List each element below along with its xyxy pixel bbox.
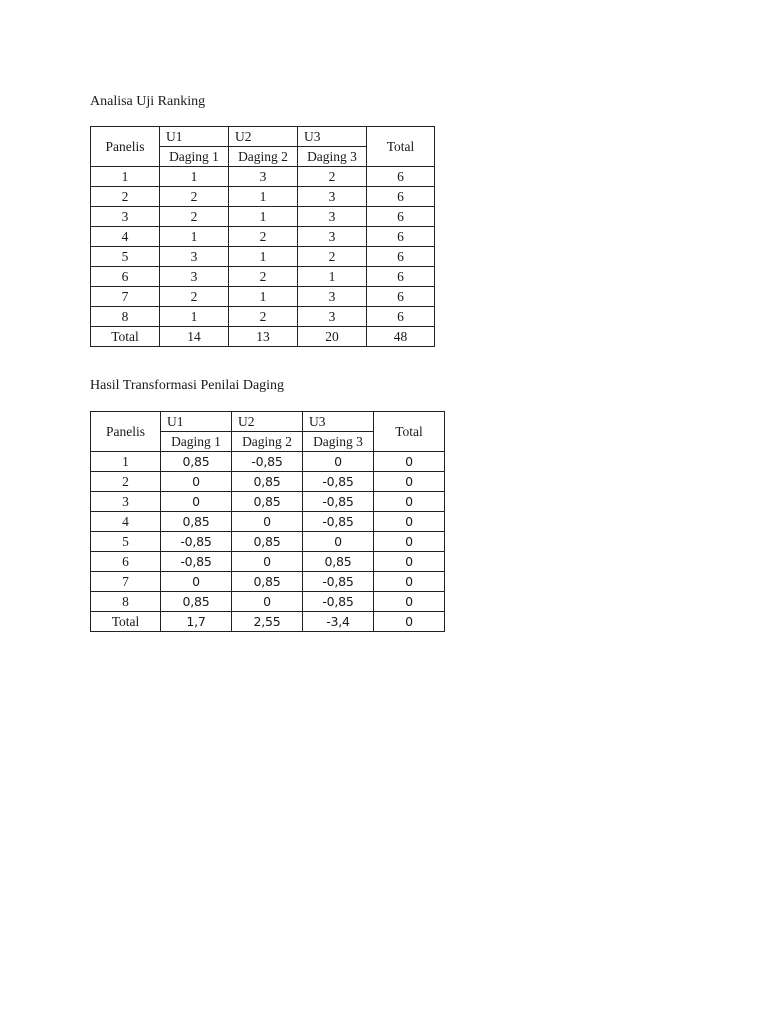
header-daging-3: Daging 3 (303, 432, 374, 452)
cell-total: 0 (374, 512, 445, 532)
cell-u3: 2 (298, 167, 367, 187)
cell-u1: 0 (161, 472, 232, 492)
cell-u2: -0,85 (232, 452, 303, 472)
transform-table (90, 411, 445, 632)
cell-panelis: 5 (91, 247, 160, 267)
cell-u3: -0,85 (303, 492, 374, 512)
cell-total: 0 (374, 492, 445, 512)
total-u1: 14 (160, 327, 229, 347)
cell-panelis: 8 (91, 307, 160, 327)
header-daging-3: Daging 3 (298, 147, 367, 167)
cell-total: 6 (367, 307, 435, 327)
table-row (91, 247, 435, 267)
cell-u3: 3 (298, 187, 367, 207)
cell-panelis: 6 (91, 267, 160, 287)
cell-u3: 2 (298, 247, 367, 267)
cell-panelis: 2 (91, 472, 161, 492)
ranking-table-title: Analisa Uji Ranking (90, 94, 206, 109)
table-row (91, 227, 435, 247)
cell-u1: 1 (160, 307, 229, 327)
cell-total: 0 (374, 452, 445, 472)
cell-total: 6 (367, 247, 435, 267)
header-group-u3: U3 (298, 127, 367, 147)
header-total: Total (367, 127, 435, 167)
header-row (91, 127, 435, 147)
cell-panelis: 8 (91, 592, 161, 612)
table-row (91, 187, 435, 207)
total-u2: 2,55 (232, 612, 303, 632)
cell-u2: 0,85 (232, 472, 303, 492)
header-row (91, 412, 445, 432)
cell-u1: 1 (160, 167, 229, 187)
cell-u3: 3 (298, 307, 367, 327)
header-daging-1: Daging 1 (160, 147, 229, 167)
cell-panelis: 3 (91, 492, 161, 512)
cell-u1: 0,85 (161, 512, 232, 532)
cell-u2: 2 (229, 307, 298, 327)
cell-u2: 0 (232, 592, 303, 612)
table-row (91, 532, 445, 552)
total-label: Total (91, 612, 161, 632)
cell-total: 0 (374, 592, 445, 612)
cell-u2: 0,85 (232, 492, 303, 512)
cell-u2: 2 (229, 227, 298, 247)
total-label: Total (91, 327, 160, 347)
table-row (91, 472, 445, 492)
cell-u1: 1 (160, 227, 229, 247)
cell-u3: 3 (298, 207, 367, 227)
cell-u2: 2 (229, 267, 298, 287)
cell-panelis: 6 (91, 552, 161, 572)
cell-u2: 1 (229, 187, 298, 207)
total-u1: 1,7 (161, 612, 232, 632)
header-total: Total (374, 412, 445, 452)
table-row (91, 592, 445, 612)
total-grand: 0 (374, 612, 445, 632)
cell-total: 0 (374, 552, 445, 572)
cell-total: 6 (367, 167, 435, 187)
total-u3: 20 (298, 327, 367, 347)
cell-panelis: 7 (91, 287, 160, 307)
cell-u1: 0 (161, 572, 232, 592)
table-row (91, 267, 435, 287)
header-panelis: Panelis (91, 127, 160, 167)
cell-total: 0 (374, 572, 445, 592)
cell-u1: 0,85 (161, 592, 232, 612)
transform-table-title: Hasil Transformasi Penilai Daging (90, 378, 285, 393)
table-row (91, 452, 445, 472)
cell-u3: 1 (298, 267, 367, 287)
header-group-u2: U2 (229, 127, 298, 147)
cell-total: 6 (367, 227, 435, 247)
cell-u1: 0 (161, 492, 232, 512)
cell-u3: -0,85 (303, 512, 374, 532)
cell-total: 0 (374, 532, 445, 552)
cell-u3: -0,85 (303, 472, 374, 492)
cell-u2: 1 (229, 287, 298, 307)
cell-u2: 0 (232, 512, 303, 532)
header-group-u2: U2 (232, 412, 303, 432)
cell-panelis: 3 (91, 207, 160, 227)
header-panelis: Panelis (91, 412, 161, 452)
header-group-u3: U3 (303, 412, 374, 432)
cell-panelis: 7 (91, 572, 161, 592)
cell-u3: 0 (303, 532, 374, 552)
total-u3: -3,4 (303, 612, 374, 632)
total-u2: 13 (229, 327, 298, 347)
cell-u1: -0,85 (161, 552, 232, 572)
cell-u1: 0,85 (161, 452, 232, 472)
cell-panelis: 2 (91, 187, 160, 207)
cell-u2: 3 (229, 167, 298, 187)
table-row (91, 207, 435, 227)
cell-panelis: 5 (91, 532, 161, 552)
cell-u3: -0,85 (303, 572, 374, 592)
ranking-table (90, 126, 435, 347)
table-row (91, 307, 435, 327)
header-daging-2: Daging 2 (229, 147, 298, 167)
cell-total: 6 (367, 287, 435, 307)
total-row (91, 612, 445, 632)
cell-u3: 3 (298, 227, 367, 247)
cell-u1: 3 (160, 247, 229, 267)
cell-u1: 2 (160, 187, 229, 207)
cell-panelis: 1 (91, 452, 161, 472)
cell-u3: 0 (303, 452, 374, 472)
table-row (91, 492, 445, 512)
cell-u3: 0,85 (303, 552, 374, 572)
cell-u1: 2 (160, 287, 229, 307)
cell-total: 6 (367, 187, 435, 207)
header-daging-1: Daging 1 (161, 432, 232, 452)
cell-u3: -0,85 (303, 592, 374, 612)
cell-u2: 0,85 (232, 532, 303, 552)
table-row (91, 572, 445, 592)
total-row (91, 327, 435, 347)
cell-u2: 0,85 (232, 572, 303, 592)
table-row (91, 287, 435, 307)
header-group-u1: U1 (160, 127, 229, 147)
cell-total: 6 (367, 207, 435, 227)
cell-u2: 1 (229, 247, 298, 267)
cell-u1: 3 (160, 267, 229, 287)
header-group-u1: U1 (161, 412, 232, 432)
cell-panelis: 1 (91, 167, 160, 187)
header-daging-2: Daging 2 (232, 432, 303, 452)
total-grand: 48 (367, 327, 435, 347)
cell-u3: 3 (298, 287, 367, 307)
table-row (91, 167, 435, 187)
cell-panelis: 4 (91, 512, 161, 532)
cell-panelis: 4 (91, 227, 160, 247)
cell-u1: 2 (160, 207, 229, 227)
cell-total: 0 (374, 472, 445, 492)
cell-u2: 0 (232, 552, 303, 572)
table-row (91, 512, 445, 532)
cell-u1: -0,85 (161, 532, 232, 552)
table-row (91, 552, 445, 572)
cell-u2: 1 (229, 207, 298, 227)
cell-total: 6 (367, 267, 435, 287)
